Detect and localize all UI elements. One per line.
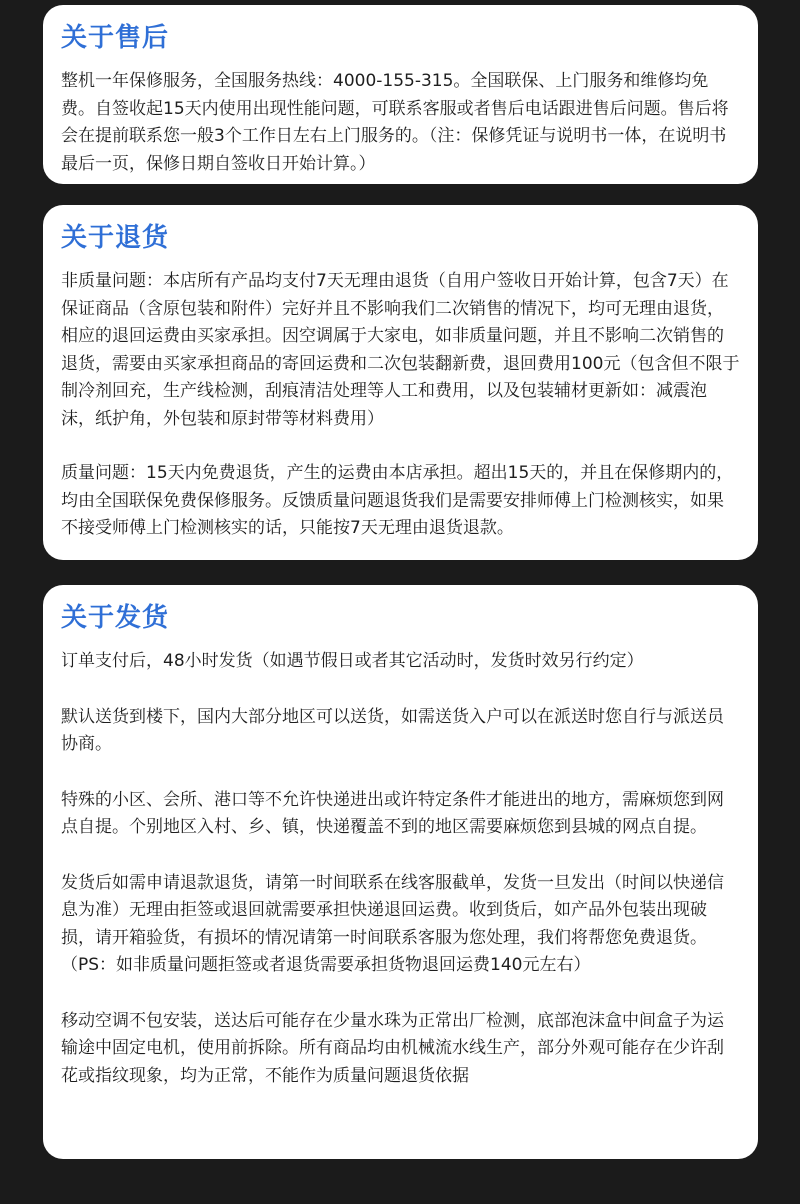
aftersales-body <box>61 68 740 178</box>
shipping-card <box>43 585 758 1159</box>
returns-title: 关于退货 <box>61 223 170 253</box>
shipping-paragraph-pickup: 特殊的小区、会所、港口等不允许快递进出或许特定条件才能进出的地方，需麻烦您到网点自提。个别地区入村、乡、镇，快递覆盖不到的地区需要麻烦您到县城的网点自提。 <box>61 789 724 837</box>
returns-quality-paragraph: 质量问题：15天内免费退货，产生的运费由本店承担。超出15天的，并且在保修期内的，均由全国联保免费保修服务。反馈质量问题退货我们是需要安排师傅上门检测核实，如果不接受师傅上门检测核实的话，只能按7天无理由退货退款。 <box>61 463 734 538</box>
shipping-paragraph-delivery: 默认送货到楼下，国内大部分地区可以送货，如需送货入户可以在派送时您自行与派送员协商。 <box>61 706 724 754</box>
aftersales-paragraph: 整机一年保修服务，全国服务热线：4000-155-315。全国联保、上门服务和维修均免费。自签收起15天内使用出现性能问题，可联系客服或者售后电话跟进售后问题。售后将会在提前联系您一般3个工作日左右上门服务的。（注：保修凭证与说明书一体，在说明书最后一页，保修日期自签收日开始计算。） <box>61 71 729 174</box>
returns-card <box>43 205 758 560</box>
shipping-paragraph-installation: 移动空调不包安装，送达后可能存在少量水珠为正常出厂检测，底部泡沫盒中间盒子为运输途中固定电机，使用前拆除。所有商品均由机械流水线生产，部分外观可能存在少许刮花或指纹现象，均为正常，不能作为质量问题退货依据 <box>61 1010 724 1086</box>
returns-non-quality-paragraph: 非质量问题：本店所有产品均支付7天无理由退货（自用户签收日开始计算，包含7天）在保证商品（含原包装和附件）完好并且不影响我们二次销售的情况下，均可无理由退货，相应的退回运费由买家承担。因空调属于大家电，如非质量问题，并且不影响二次销售的退货，需要由买家承担商品的寄回运费和二次包装翻新费，退回费用100元（包含但不限于制冷剂回充，生产线检测，刮痕清洁处理等人工和费用，以及包装辅材更新如：减震泡沫，纸护角，外包装和原封带等材料费用） <box>61 271 740 429</box>
shipping-paragraph-refund: 发货后如需申请退款退货，请第一时间联系在线客服截单，发货一旦发出（时间以快递信息为准）无理由拒签或退回就需要承担快递退回运费。收到货后，如产品外包装出现破损，请开箱验货，有损坏的情况请第一时间联系客服为您处理，我们将帮您免费退货。（PS：如非质量问题拒签或者退货需要承担货物退回运费140元左右） <box>61 872 724 975</box>
shipping-title: 关于发货 <box>61 603 170 633</box>
shipping-paragraph-dispatch: 订单支付后，48小时发货（如遇节假日或者其它活动时，发货时效另行约定） <box>61 651 644 671</box>
returns-body <box>61 268 740 543</box>
shipping-body <box>61 648 740 1090</box>
aftersales-title: 关于售后 <box>61 23 170 53</box>
aftersales-card <box>43 5 758 184</box>
